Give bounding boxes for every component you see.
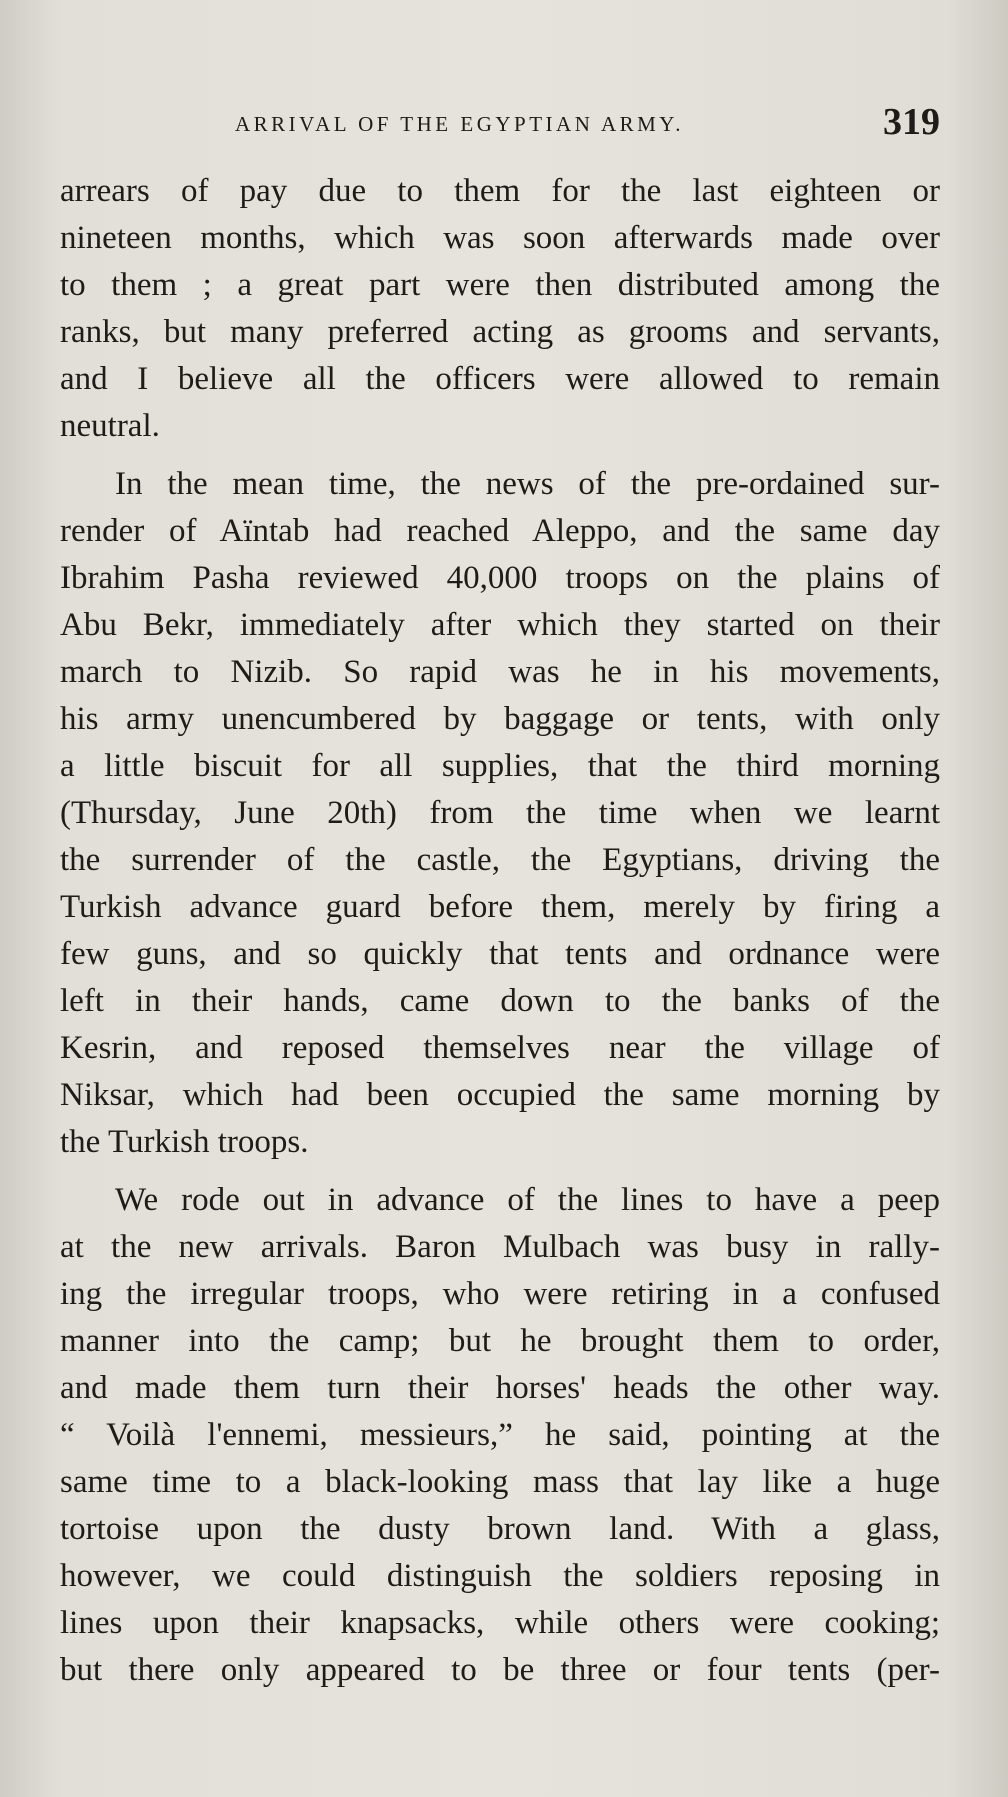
text-line: the surrender of the castle, the Egyptians, driving the [60, 842, 940, 878]
text-line: but there only appeared to be three or four tents (per- [60, 1652, 940, 1688]
text-line: (Thursday, June 20th) from the time when we learnt [60, 795, 940, 831]
running-head [60, 100, 940, 148]
text-line: his army unencumbered by baggage or tents, with only [60, 701, 940, 737]
text-line: “ Voilà l'ennemi, messieurs,” he said, pointing at the [60, 1417, 940, 1453]
text-line: lines upon their knapsacks, while others were cooking; [60, 1605, 940, 1641]
text-line: the Turkish troops. [60, 1124, 309, 1160]
text-line: same time to a black-looking mass that lay like a huge [60, 1464, 940, 1500]
text-line: tortoise upon the dusty brown land. With a glass, [60, 1511, 940, 1547]
text-line: neutral. [60, 408, 160, 444]
text-line: Niksar, which had been occupied the same morning by [60, 1077, 940, 1113]
running-title: ARRIVAL OF THE EGYPTIAN ARMY. [235, 112, 685, 136]
paragraph-2 [60, 461, 940, 1166]
text-line: Ibrahim Pasha reviewed 40,000 troops on the plains of [60, 560, 940, 596]
text-line: Abu Bekr, immediately after which they started on their [60, 607, 940, 643]
text-line: a little biscuit for all supplies, that the third morning [60, 748, 940, 784]
text-line: however, we could distinguish the soldiers reposing in [60, 1558, 940, 1594]
text-line: left in their hands, came down to the banks of the [60, 983, 940, 1019]
text-line: Turkish advance guard before them, merely by firing a [60, 889, 940, 925]
text-line: at the new arrivals. Baron Mulbach was busy in rally- [60, 1229, 940, 1265]
text-line: nineteen months, which was soon afterwards made over [60, 220, 940, 256]
page-number: 319 [883, 101, 940, 143]
text-line: render of Aïntab had reached Aleppo, and the same day [60, 513, 940, 549]
text-line: and I believe all the officers were allowed to remain [60, 361, 940, 397]
text-line: ranks, but many preferred acting as grooms and servants, [60, 314, 940, 350]
text-line: ing the irregular troops, who were retiring in a confused [60, 1276, 940, 1312]
text-line: few guns, and so quickly that tents and ordnance were [60, 936, 940, 972]
paragraph-1 [60, 168, 940, 450]
text-line: arrears of pay due to them for the last eighteen or [60, 173, 940, 209]
text-line: march to Nizib. So rapid was he in his movements, [60, 654, 940, 690]
body-text [60, 168, 940, 1694]
text-line: In the mean time, the news of the pre-ordained sur- [115, 466, 940, 502]
text-line: to them ; a great part were then distributed among the [60, 267, 940, 303]
text-line: Kesrin, and reposed themselves near the village of [60, 1030, 940, 1066]
text-line: We rode out in advance of the lines to have a peep [115, 1182, 940, 1218]
paragraph-3 [60, 1177, 940, 1694]
text-line: manner into the camp; but he brought them to order, [60, 1323, 940, 1359]
text-line: and made them turn their horses' heads the other way. [60, 1370, 940, 1406]
